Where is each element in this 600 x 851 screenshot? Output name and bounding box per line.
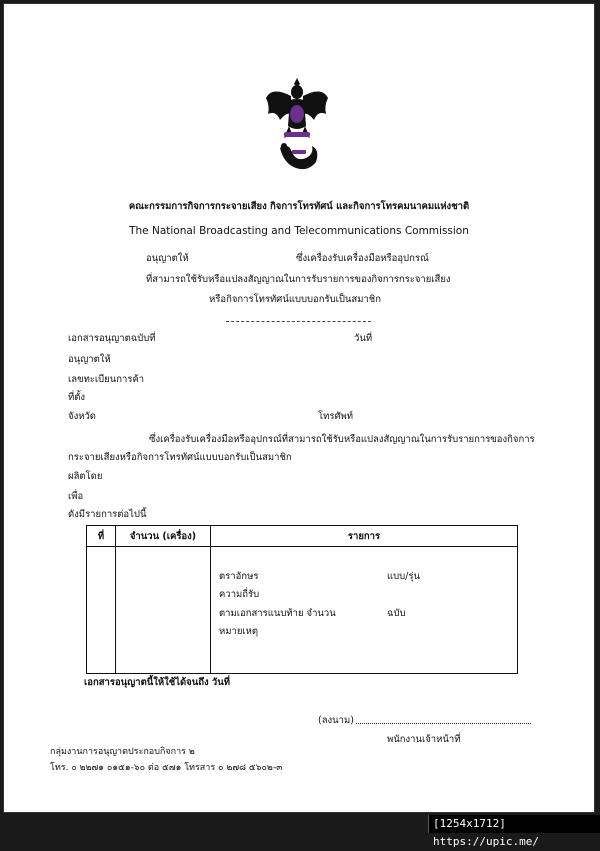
intro-line2: ที่สามารถใช้รับหรือแปลงสัญญาณในการรับรายการของกิจการกระจายเสียง [146,274,451,285]
manufacturer-label: ผลิตโดย [68,471,103,482]
officer-label: พนักงานเจ้าหน้าที่ [387,734,461,745]
cell-no [87,547,116,674]
list-intro-label: ดังมีรายการต่อไปนี้ [68,509,147,520]
title-english: The National Broadcasting and Telecommunications Commission [129,225,469,237]
cell-items [211,547,518,674]
intro-device-text: ซึ่งเครื่องรับเครื่องมือหรืออุปกรณ์ [296,253,429,264]
sign-label: (ลงนาม) [318,715,354,726]
cell-qty [116,547,211,674]
intro-line3: หรือกิจการโทรทัศน์แบบบอกรับเป็นสมาชิก [209,294,382,305]
province-label: จังหวัด [68,411,96,422]
table-header-row [87,526,518,547]
col-header-no: ที่ [87,526,116,547]
garuda-emblem [262,76,332,176]
validity-label: เอกสารอนุญาตนี้ให้ใช้ได้จนถึง วันที่ [84,677,231,688]
col-header-items: รายการ [211,526,518,547]
footer-contact: โทร. ๐ ๒๒๗๑ ๐๑๕๑-๖๐ ต่อ ๕๗๑ โทรสาร ๐ ๒๗๘ ๕๖๐๒-๓ [50,763,283,773]
address-label: ที่ตั้ง [68,392,86,403]
watermark-badge: [1254x1712] https://upic.me/ [428,815,600,833]
items-table [86,525,518,674]
model-label: แบบ/รุ่น [387,571,420,582]
remark-label: หมายเหตุ [219,626,259,637]
frequency-label: ความถี่รับ [219,589,260,600]
footer-department: กลุ่มงานการอนุญาตประกอบกิจการ ๒ [50,747,195,757]
phone-label: โทรศัพท์ [318,411,354,422]
signature-line [356,723,531,724]
purpose-label: เพื่อ [68,491,84,502]
date-label: วันที่ [354,333,373,344]
col-header-qty: จำนวน (เครื่อง) [116,526,211,547]
permit-document [4,4,594,812]
body-text-line2: กระจายเสียงหรือกิจการโทรทัศน์แบบบอกรับเป็นสมาชิก [68,452,292,463]
permit-to-label: อนุญาตให้ [68,354,111,365]
commercial-reg-label: เลขทะเบียนการค้า [68,374,145,385]
brand-label: ตราอักษร [219,571,259,582]
body-text-line1: ซึ่งเครื่องรับเครื่องมือหรืออุปกรณ์ที่สามารถใช้รับหรือแปลงสัญญาณในการรับรายการของกิจการ [149,434,535,445]
intro-permit-label: อนุญาตให้ [146,253,189,264]
doc-number-label: เอกสารอนุญาตฉบับที่ [68,333,156,344]
copies-label: ฉบับ [387,608,406,619]
separator-line [226,321,371,322]
table-row [87,547,518,674]
title-thai: คณะกรรมการกิจการกระจายเสียง กิจการโทรทัศน์ และกิจการโทรคมนาคมแห่งชาติ [128,201,470,212]
attachment-label: ตามเอกสารแนบท้าย จำนวน [219,608,336,619]
